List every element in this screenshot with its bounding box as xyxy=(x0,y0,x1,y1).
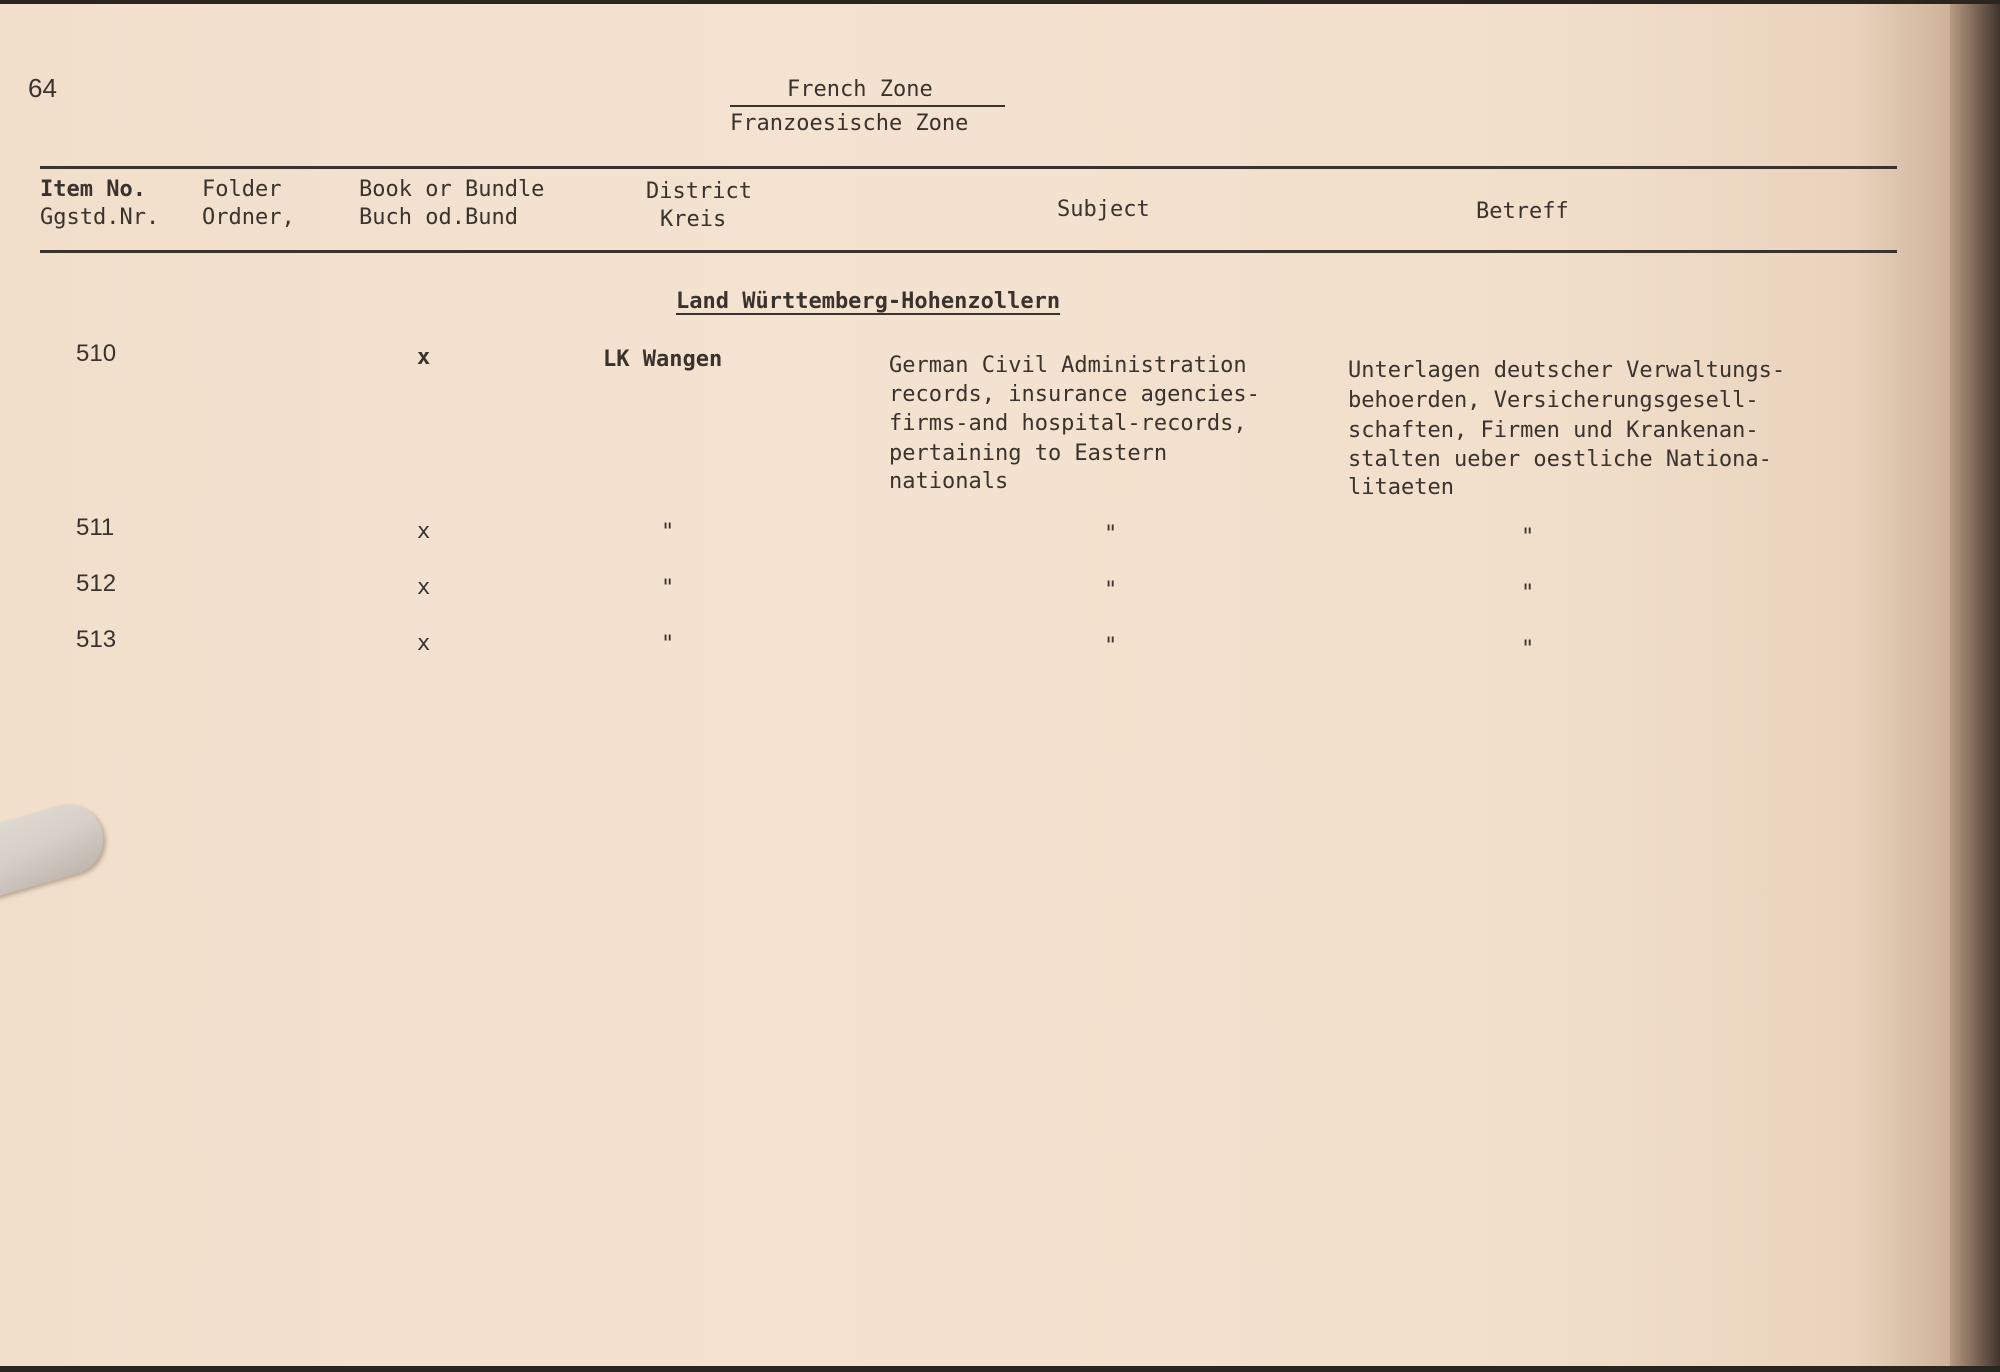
col-book-de: Buch od.Bund xyxy=(359,205,518,230)
col-district-en: District xyxy=(646,179,752,204)
row-511-district: " xyxy=(661,520,675,545)
row-513-subject: " xyxy=(1104,634,1118,659)
page-number: 64 xyxy=(28,73,57,103)
paper-clip xyxy=(0,796,111,912)
row-512-district: " xyxy=(661,576,675,601)
row-513-district: " xyxy=(661,632,675,657)
col-folder-de: Ordner, xyxy=(202,205,295,230)
page-subtitle: Franzoesische Zone xyxy=(730,111,969,136)
col-betreff: Betreff xyxy=(1476,199,1569,224)
section-heading: Land Württemberg-Hohenzollern xyxy=(676,289,1061,314)
betreff-line: stalten ueber oestliche Nationa- xyxy=(1348,447,1772,472)
row-511-item: 511 xyxy=(76,514,115,541)
row-510-item: 510 xyxy=(76,340,117,367)
row-512-subject: " xyxy=(1104,578,1118,603)
row-510-book: x xyxy=(417,345,431,370)
row-510-district: LK Wangen xyxy=(603,347,723,372)
col-folder-en: Folder xyxy=(202,177,282,202)
row-513-item: 513 xyxy=(76,626,117,653)
subject-line: German Civil Administration xyxy=(889,353,1247,378)
row-512-betreff: " xyxy=(1521,581,1535,606)
col-book-en: Book or Bundle xyxy=(359,177,545,202)
col-district-de: Kreis xyxy=(660,207,727,232)
col-item-no-en: Item No. xyxy=(40,177,146,202)
title-underline xyxy=(730,105,1005,107)
betreff-line: schaften, Firmen und Krankenan- xyxy=(1348,418,1759,443)
betreff-line: Unterlagen deutscher Verwaltungs- xyxy=(1348,358,1786,383)
betreff-line: behoerden, Versicherungsgesell- xyxy=(1348,388,1759,413)
header-bottom-rule xyxy=(40,250,1897,253)
subject-line: records, insurance agencies- xyxy=(889,382,1260,407)
row-512-item: 512 xyxy=(76,570,117,597)
row-513-betreff: " xyxy=(1521,637,1535,662)
subject-line: pertaining to Eastern xyxy=(889,441,1168,466)
document-page xyxy=(0,4,1950,1366)
subject-line: nationals xyxy=(889,469,1009,494)
row-511-betreff: " xyxy=(1521,525,1535,550)
col-item-no-de: Ggstd.Nr. xyxy=(40,205,160,230)
col-subject: Subject xyxy=(1057,197,1150,222)
betreff-line: litaeten xyxy=(1348,475,1454,500)
row-511-subject: " xyxy=(1104,522,1118,547)
binding-edge xyxy=(1950,4,2000,1366)
page-title: French Zone xyxy=(787,77,933,102)
row-513-book: x xyxy=(417,631,431,656)
header-top-rule xyxy=(40,166,1897,169)
row-511-book: x xyxy=(417,519,431,544)
subject-line: firms-and hospital-records, xyxy=(889,411,1247,436)
row-512-book: x xyxy=(417,575,431,600)
